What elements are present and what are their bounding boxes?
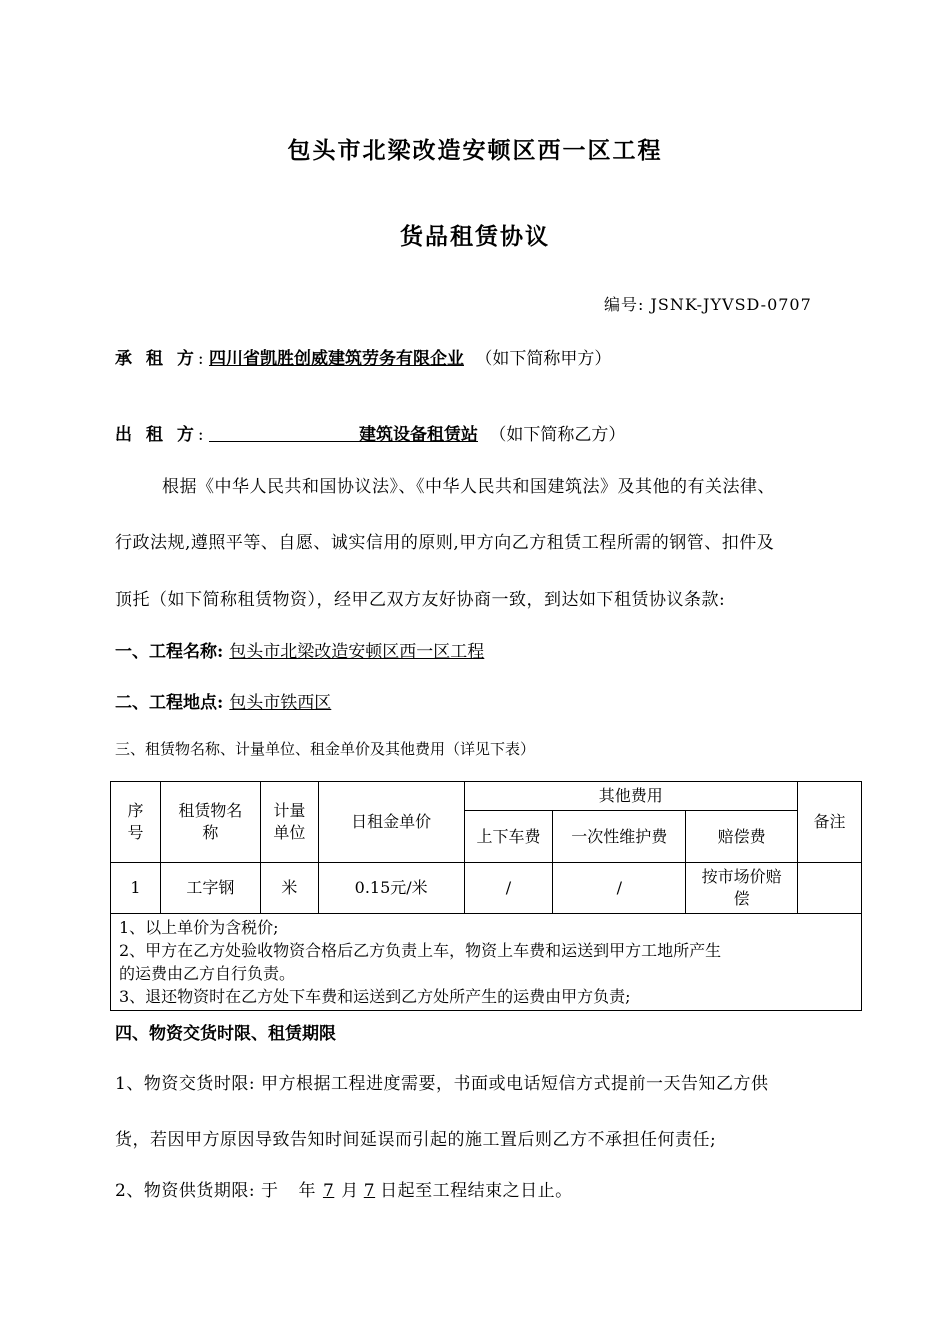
lease-table: [110, 781, 862, 1011]
title-line-2: 货品租赁协议: [400, 223, 550, 250]
title-line-1: 包头市北梁改造安顿区西一区工程: [287, 137, 663, 164]
lessor-colon: :: [197, 425, 204, 445]
note-3: 3、退还物资时在乙方处下车费和运送到乙方处所产生的运费由甲方负责;: [119, 987, 631, 1006]
section-4-p1-line2: 货，若因甲方原因导致告知时间延误而引起的施工置后则乙方不承担任何责任;: [115, 1130, 717, 1150]
intro-line-1: 根据《中华人民共和国协议法》、《中华人民共和国建筑法》及其他的有关法律、: [162, 477, 775, 497]
cell-loading-fee: /: [464, 863, 553, 914]
document-number: 编号: JSNK-JYVSD-0707: [604, 295, 812, 314]
header-compensation: 赔偿费: [686, 811, 798, 863]
cell-daily-rent: 0.15元/米: [318, 863, 464, 914]
header-remarks: 备注: [798, 782, 862, 863]
lessor-label: 出 租 方: [115, 425, 198, 445]
lessee-colon: :: [197, 349, 204, 369]
supply-year-label: 年: [298, 1181, 316, 1201]
note-2b: 的运费由乙方自行负责。: [119, 964, 296, 983]
supply-period-prefix: 2、物资供货期限: 于: [115, 1181, 279, 1201]
header-other-fees: 其他费用: [464, 782, 798, 811]
supply-period-suffix: 日起至工程结束之日止。: [380, 1181, 573, 1201]
cell-maintenance-fee: /: [553, 863, 686, 914]
table-notes: [111, 914, 862, 1011]
cell-compensation: 按市场价赔偿: [686, 863, 798, 914]
header-loading-fee: 上下车费: [464, 811, 553, 863]
section-2-label: 二、工程地点:: [115, 693, 224, 713]
project-name: 包头市北梁改造安顿区西一区工程: [229, 642, 485, 662]
lessor-line: [115, 420, 625, 445]
lessee-note: （如下简称甲方）: [475, 349, 612, 369]
section-2: [115, 688, 337, 713]
lessee-label: 承 租 方: [115, 349, 198, 369]
note-1: 1、以上单价为含税价;: [119, 918, 279, 937]
cell-remarks: [798, 863, 862, 914]
lessor-note: （如下简称乙方）: [489, 425, 626, 445]
lessor-blank: [209, 424, 359, 442]
supply-month-label: 月: [341, 1181, 359, 1201]
header-unit: 计量单位: [260, 782, 318, 863]
cell-unit: 米: [260, 863, 318, 914]
lessee-name: 四川省凯胜创威建筑劳务有限企业: [208, 349, 464, 369]
supply-month-value: 7: [322, 1181, 335, 1201]
lessee-line: [115, 344, 611, 369]
intro-line-3: 顶托（如下简称租赁物资），经甲乙双方友好协商一致，到达如下租赁协议条款:: [115, 590, 726, 610]
table-row: [111, 863, 862, 914]
supply-day-value: 7: [363, 1181, 376, 1201]
header-maintenance-fee: 一次性维护费: [553, 811, 686, 863]
section-1: [115, 637, 490, 662]
header-daily-rent: 日租金单价: [318, 782, 464, 863]
header-seq: 序号: [111, 782, 161, 863]
project-location: 包头市铁西区: [229, 693, 332, 713]
header-item-name: 租赁物名称: [160, 782, 260, 863]
section-3-heading: 三、租赁物名称、计量单位、租金单价及其他费用（详见下表）: [115, 740, 536, 758]
section-4-p2: [115, 1176, 573, 1201]
cell-item-name: 工字钢: [160, 863, 260, 914]
section-4-p1-line1: 1、物资交货时限: 甲方根据工程进度需要，书面或电话短信方式提前一天告知乙方供: [115, 1074, 769, 1094]
intro-line-2: 行政法规,遵照平等、自愿、诚实信用的原则,甲方向乙方租赁工程所需的钢管、扣件及: [115, 533, 775, 553]
lessor-name: 建筑设备租赁站: [358, 425, 478, 445]
cell-seq: 1: [111, 863, 161, 914]
note-2a: 2、甲方在乙方处验收物资合格后乙方负责上车，物资上车费和运送到甲方工地所产生: [119, 941, 722, 960]
section-4-title: 四、物资交货时限、租赁期限: [115, 1024, 336, 1044]
section-1-label: 一、工程名称:: [115, 642, 224, 662]
